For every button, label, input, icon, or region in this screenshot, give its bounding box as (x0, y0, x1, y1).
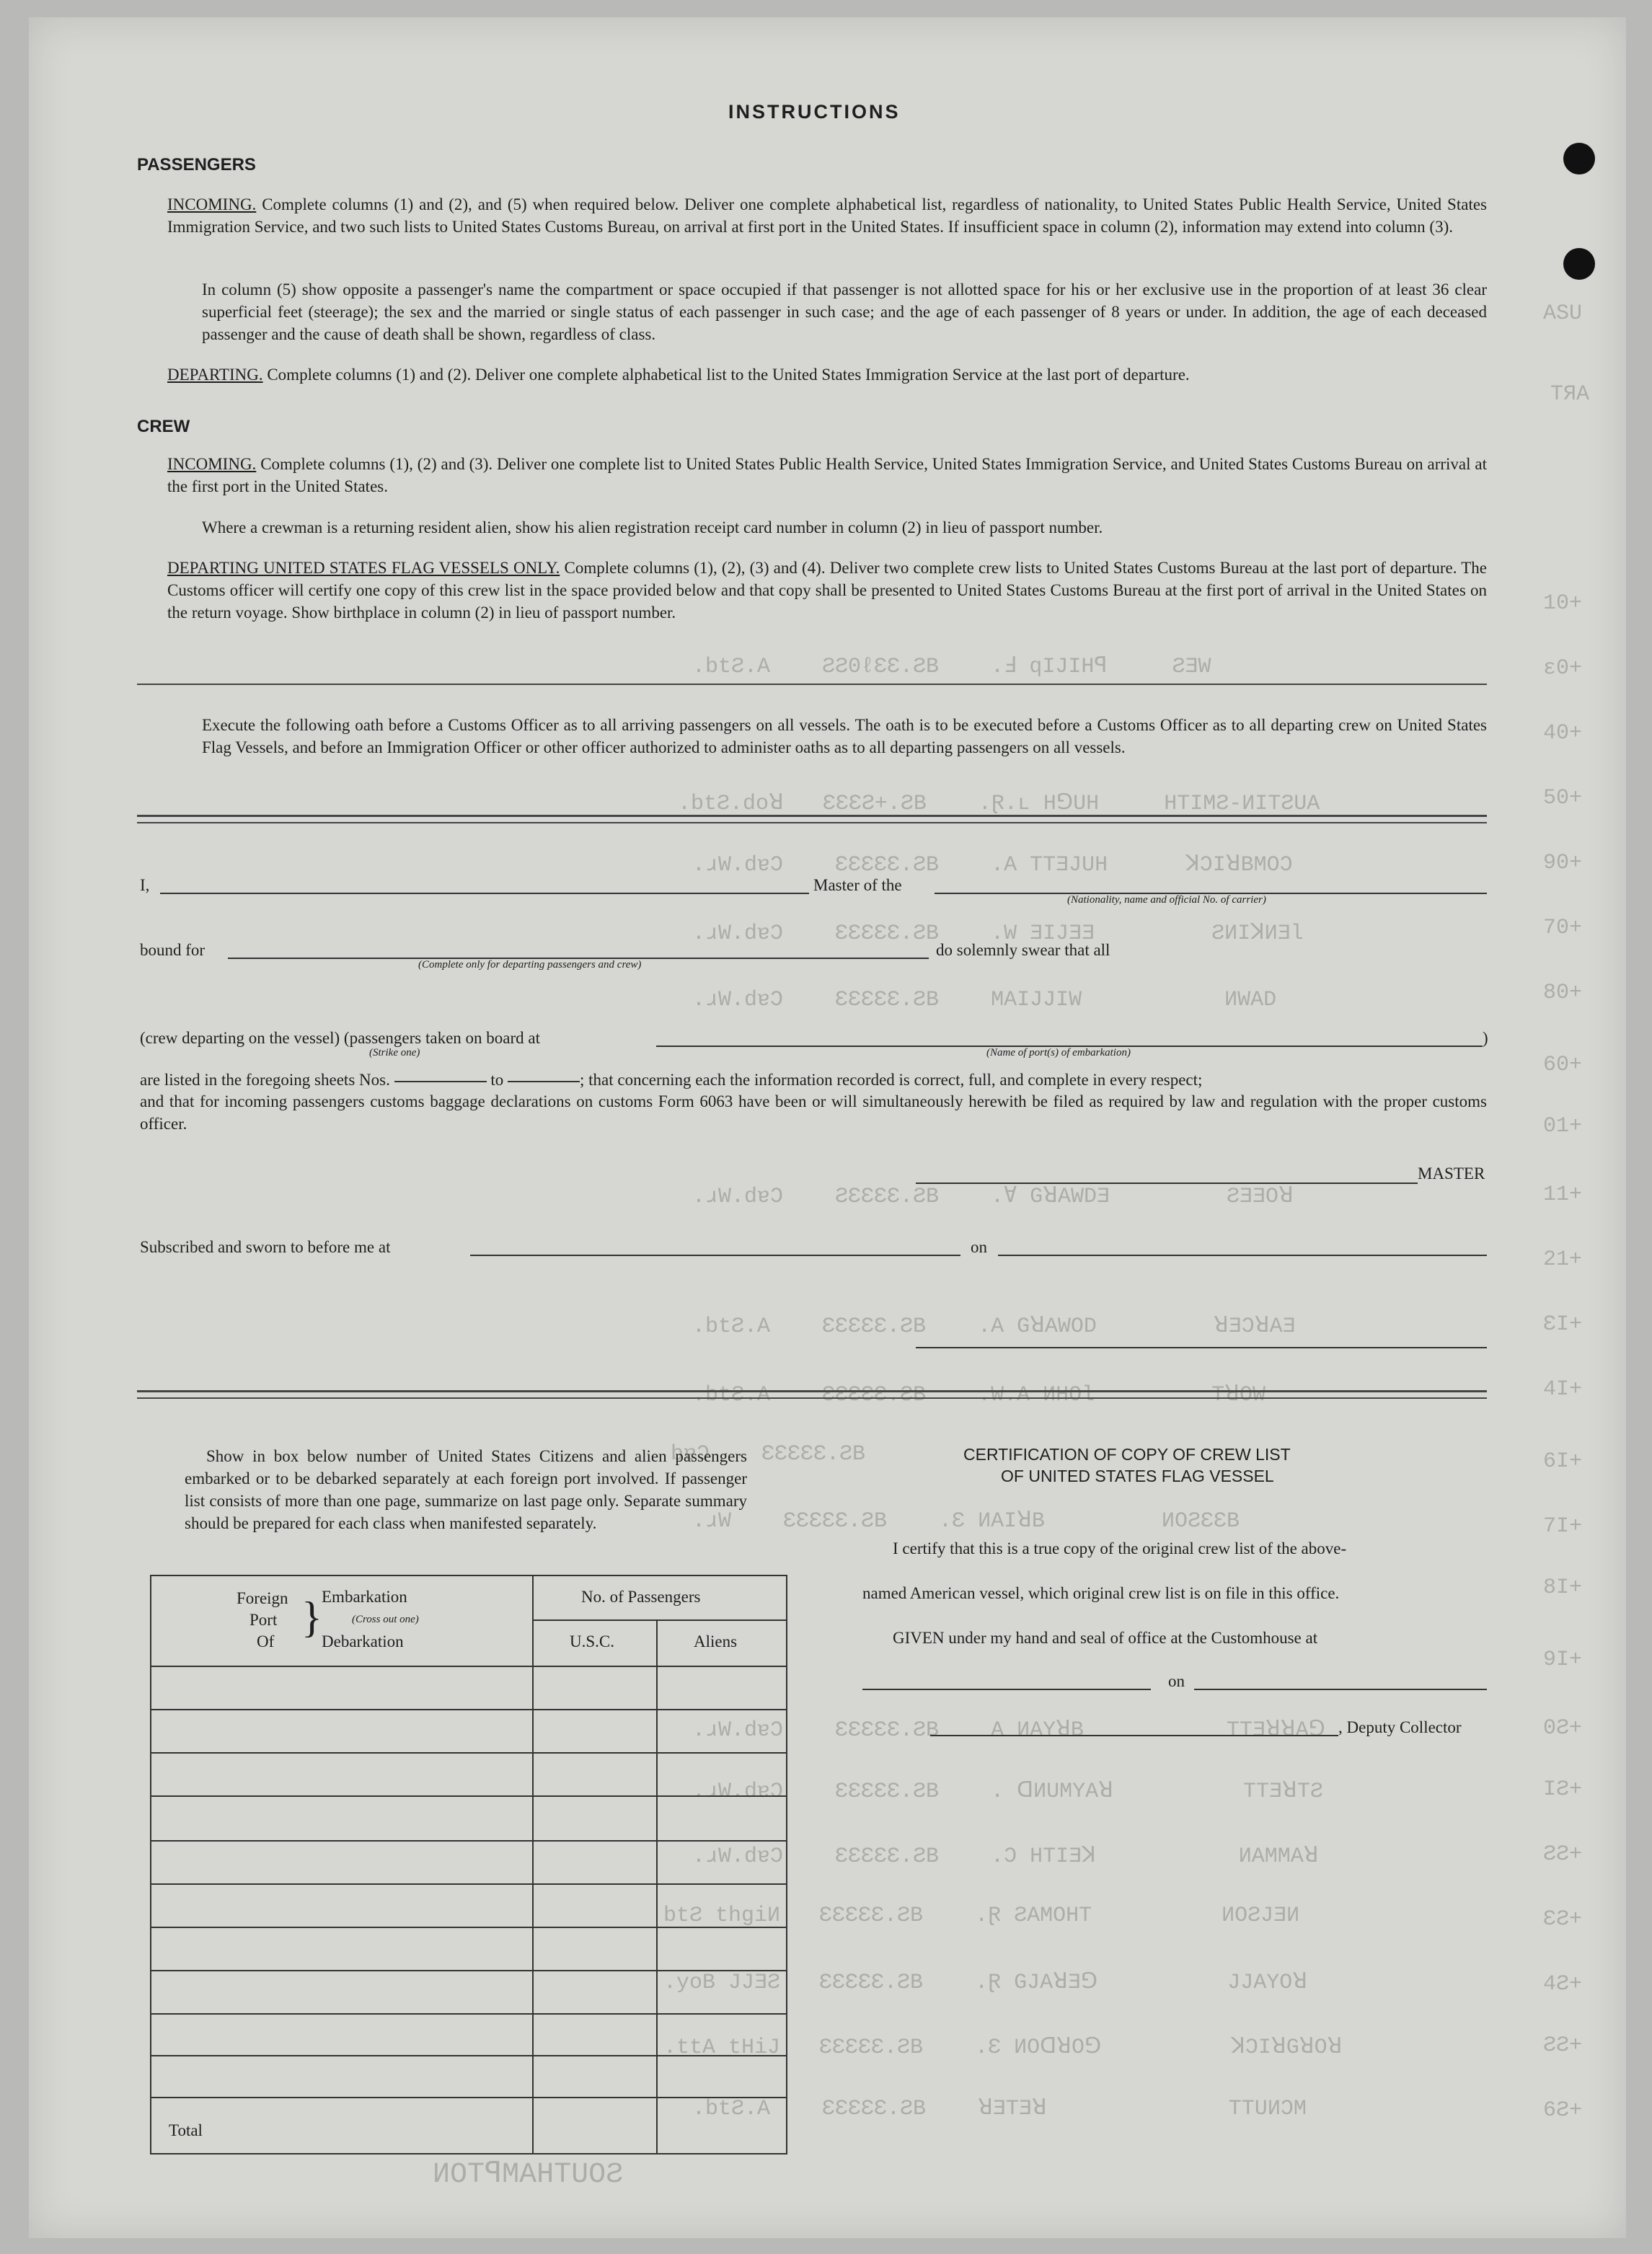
master-signature-field[interactable] (916, 1183, 1418, 1184)
crew-heading: CREW (137, 417, 190, 436)
punch-hole-top (1563, 143, 1595, 174)
customhouse-field[interactable] (862, 1689, 1151, 1690)
officer-signature-field[interactable] (916, 1347, 1487, 1348)
passengers-departing-label: DEPARTING. (167, 366, 263, 384)
crew-incoming-label: INCOMING. (167, 455, 257, 473)
cert-date-field[interactable] (1194, 1689, 1487, 1690)
passengers-heading: PASSENGERS (137, 155, 256, 174)
crew-resident-paragraph: Where a crewman is a returning resident alien, show his alien registration receipt card number in column (2) in lieu of passport number. (202, 518, 1103, 536)
sworn-date-field[interactable] (998, 1255, 1487, 1256)
crew-departing-paragraph (167, 557, 1487, 624)
no-passengers-label: No. of Passengers (581, 1588, 701, 1606)
passengers-departing-text: Complete columns (1) and (2). Deliver one complete alphabetical list to the United States Immigration Service at the last port of departure. (267, 366, 1190, 384)
summary-instructions: Show in box below number of United States Citizens and alien passengers embarked or to be debarked separately at each foreign port involved. If passenger list consists of more than one page, summarize on last page only. Separate summary should be prepared for each class when manifested separately. (185, 1447, 747, 1532)
ports-note: (Name of port(s) of embarkation) (986, 1047, 1131, 1059)
passengers-incoming-paragraph (167, 193, 1487, 238)
certification-heading-2: OF UNITED STATES FLAG VESSEL (1001, 1467, 1274, 1485)
sheets-line: are listed in the foregoing sheets Nos. to ; that concerning each the information recorded is correct, full, and complete in every respect; (140, 1071, 1203, 1089)
certify-line-1: I certify that this is a true copy of the original crew list of the above- (893, 1539, 1347, 1557)
certification-heading-1: CERTIFICATION OF COPY OF CREW LIST (963, 1445, 1291, 1464)
certify-line-2: named American vessel, which original crew list is on file in this office. (862, 1584, 1340, 1602)
bound-for-label: bound for (140, 941, 206, 959)
nationality-note: (Nationality, name and official No. of carrier) (1067, 894, 1266, 906)
sheets-continuation: and that for incoming passengers customs baggage declarations on customs Form 6063 have been or will simultaneously herewith be filed as required by law and regulation with the proper customs officer. (140, 1092, 1487, 1133)
usc-label: U.S.C. (570, 1632, 614, 1650)
crew-departing-label: (crew departing on the vessel) (passengers taken on board at (140, 1029, 540, 1047)
debarkation-label: Debarkation (322, 1632, 404, 1650)
punch-hole-bottom (1563, 248, 1595, 280)
section-divider (137, 684, 1487, 685)
port-label: Port (249, 1611, 278, 1629)
total-label: Total (169, 2121, 203, 2139)
strike-one-note: (Strike one) (369, 1047, 420, 1059)
deputy-signature-field[interactable] (930, 1735, 1338, 1736)
page-title: INSTRUCTIONS (728, 101, 901, 123)
passengers-incoming-text: Complete columns (1) and (2), and (5) when required below. Deliver one complete alphabetical list, regardless of nationality, to United States Public Health Service, United States Immigration Service, and two such lists to United States Customs Bureau, on arrival at first port in the United States. If insufficient space in column (2), information may extend into column (3). (167, 195, 1487, 236)
cross-out-note: (Cross out one) (352, 1614, 419, 1625)
embarkation-label: Embarkation (322, 1588, 407, 1606)
sheets-from-field[interactable] (394, 1081, 487, 1082)
crew-incoming-text: Complete columns (1), (2) and (3). Deliver one complete list to United States Public Health Service, United States Immigration Service, and United States Customs Bureau on arrival at the first port in the United States. (167, 455, 1488, 495)
cert-on-label: on (1168, 1672, 1185, 1690)
master-label: MASTER (1418, 1164, 1485, 1183)
crew-departing-text: Complete columns (1), (2), (3) and (4). Deliver two complete crew lists to United States Customs Bureau at the last port of departure. The Customs officer will certify one copy of this crew list in the space provided below and that copy shall be presented to United States Customs Bureau at the first port of arrival in the United States on the return voyage. Show birthplace in column (2) in lieu of passport number. (167, 559, 1488, 622)
complete-only-note: (Complete only for departing passengers and crew) (418, 959, 642, 971)
crew-incoming-paragraph (167, 453, 1487, 498)
of-label: Of (257, 1632, 275, 1650)
passengers-column5-paragraph: In column (5) show opposite a passenger's name the compartment or space occupied if that passenger is not allotted space for his or her exclusive use in the proportion of at least 36 clear superficial feet (steerage); the sex and the married or single status of each passenger in such case; and the age of each passenger of 8 years or under. In addition, the age of each deceased passenger and the cause of death shall be shown, regardless of class. (202, 280, 1487, 343)
given-line: GIVEN under my hand and seal of office at the Customhouse at (893, 1629, 1318, 1647)
foreign-label: Foreign (237, 1589, 288, 1607)
sworn-place-field[interactable] (470, 1255, 960, 1256)
do-swear-label: do solemnly swear that all (936, 941, 1110, 959)
passenger-summary-box (150, 1575, 787, 2154)
passengers-incoming-label: INCOMING. (167, 195, 257, 213)
master-name-field[interactable] (160, 893, 809, 894)
sheets-to-field[interactable] (508, 1081, 580, 1082)
master-of-label: Master of the (813, 876, 902, 894)
oath-i-label: I, (140, 876, 150, 894)
subscribed-label: Subscribed and sworn to before me at (140, 1238, 391, 1256)
aliens-label: Aliens (694, 1632, 738, 1650)
crew-departing-label: DEPARTING UNITED STATES FLAG VESSELS ONLY. (167, 559, 560, 577)
brace-icon: } (301, 1594, 322, 1641)
passengers-departing-paragraph (167, 363, 1487, 386)
deputy-collector-label: , Deputy Collector (1338, 1718, 1462, 1736)
oath-intro: Execute the following oath before a Customs Officer as to all arriving passengers on all vessels. The oath is to be executed before a Customs Officer as to all departing crew on United States Flag Vessels, and before an Immigration Officer or other officer authorized to administer oaths as to all departing passengers on all vessels. (202, 716, 1487, 756)
sworn-on-label: on (971, 1238, 987, 1256)
